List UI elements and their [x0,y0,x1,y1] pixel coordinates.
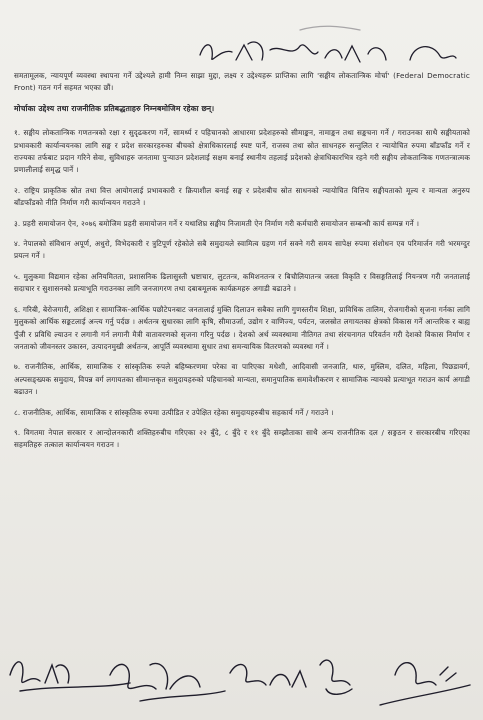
list-item: २. राष्ट्रिय प्राकृतिक स्रोत तथा वित्त आयोगलाई प्रभावकारी र क्रियाशील बनाई सङ्घ र प्रदेशबीच स्रोत साधनको न्यायोचित वित्तिय सङ्घीयताको मूल्य र मान्यता अनुरुप बाँडफाँडको नीति निर्माण गरी कार्यान्वयन गराउने । [14,185,470,208]
list-item: ७. राजनीतिक, आर्थिक, सामाजिक र सांस्कृतिक रुपले बहिष्करणमा परेका वा पारिएका मधेशी, आदिवासी जनजाति, थारु, मुस्लिम, दलित, महिला, पिछडावर्ग, अल्पसङ्ख्यक समुदाय, विपन्न वर्ग लगायतका सीमान्तकृत समुदायहरुको पहिचानको मान्यता, समानुपातिक समावेशीकरण र सामाजिक न्यायको प्रत्याभूत गराउन कार्य अगाडी बढाउन । [14,362,470,397]
list-item: ९. विगतमा नेपाल सरकार र आन्दोलनकारी शक्तिहरुबीच गरिएका २२ बुँदे, ८ बुँदे र ११ बुँदे सम्झौताका साथै अन्य राजनीतिक दल / सङ्गठन र सरकारबीच गरिएका सहमतिहरु तत्काल कार्यान्वयन गराउन । [14,427,470,450]
document-body [14,70,470,460]
section-heading: मोर्चाका उद्देश्य तथा राजनीतिक प्रतिबद्धताहरु निम्नबमोजिम रहेका छन्। [14,103,215,113]
top-signatures [0,0,483,70]
list-item: ६. गरिबी, बेरोजगारी, अशिक्षा र सामाजिक-आर्थिक पछौटेपनबाट जनतालाई मुक्ति दिलाउन सबैका लागि गुणस्तरीय शिक्षा, प्राविधिक तालिम, रोजगारीको सृजना गर्नका लागि मुलुकको आर्थिक सङ्कटलाई अन्त्य गर्नु पर्दछ । अर्थतन्त्र सुधारका लागि कृषि, सीमाउर्जा, उद्योग र वाणिज्य, पर्यटन, जलस्रोत लगायतका क्षेत्रको विकास गर्ने आन्तरिक र बाह्य पुँजी र प्रविधि ल्याउन र लगानी गर्न लगानी मैत्री वातावरणको सृजना गरिनु पर्दछ । देशको अर्थ व्यवस्थामा नीतिगत तथा संरचनागत परिवर्तन गरी देशको विकास निर्माण र जनताको जीवनस्तर उकास्न, उत्पादनमुखी अर्थतन्त्र, आपूर्ति व्यवस्थामा सुधार तथा समन्यायिक वितरणको व्यवस्था गर्ने । [14,304,471,351]
list-item: ८. राजनीतिक, आर्थिक, सामाजिक र सांस्कृतिक रुपमा उत्पीडित र उपेक्षित रहेका समुदायहरुबीच सहकार्य गर्ने / गराउने । [14,407,334,417]
list-item: १. सङ्घीय लोकतान्त्रिक गणतन्त्रको रक्षा र सुदृढकरण गर्ने, सामर्थ्य र पहिचानको आधारमा प्रदेशहरुको सीमाङ्कन, नामाङ्कन तथा सङ्कचना गर्ने / गराउनका साथै सङ्घीयताको प्रभावकारी कार्यान्वयनका लागि सङ्घ र प्रदेश सरकारहरुका बीचको क्षेत्राधिकारलाई स्पष्ट पार्ने, राजस्व तथा स्रोत साधनहरु सन्तुलित र न्यायोचित रुपमा बाँडफाँड गर्ने र राज्यका तर्फबाट प्रदान गरिने सेवा, सुविधाहरु जनतामा पुऱ्याउन प्रदेशलाई सक्षम बनाई स्थानीय तहलाई प्रदेशको क्षेत्राधिकारभित्र रहने गरी सङ्घीय लोकतान्त्रिक गणतन्त्रात्मक प्रणालीलाई समृद्ध पार्ने । [14,128,470,175]
bottom-signatures [0,645,483,720]
list-item: ४. नेपालको संविधान अपूर्ण, अधुरो, विभेदकारी र त्रुटिपूर्ण रहेकोले सबै समुदायले स्वामित्व ग्रहण गर्न सक्ने गरी समय सापेक्ष रुपमा संशोधन एव परिमार्जन गरी भरमग्दुर प्रयत्न गर्ने । [14,239,470,261]
list-item: ५. मुलुकमा विद्यमान रहेका अनियमितता, प्रशासनिक ढिलासुस्ती भ्रष्टाचार, लुटतन्त्र, कमिशनतन्त्र र बिचौलियातन्त्र जस्ता विकृति र विसङ्गतिलाई नियन्त्रण गरी जनतालाई सदाचार र सुशासनको प्रत्याभूति गराउनका लागि जनजागरण तथा दबाबमूलक कार्यक्रमहरु अगाडी बढाउने । [14,271,470,294]
intro-paragraph: समतामूलक, न्यायपूर्ण व्यवस्था स्थापना गर्ने उद्देश्यले हामी निम्न साझा मुद्दा, लक्ष्य र उद्देश्यहरू प्राप्तिका लागि 'सङ्घीय लोकतान्त्रिक मोर्चा' (Federal Democratic Front) गठन गर्न सहमत भएका छौं। [14,71,470,93]
list-item: ३. प्रहरी समायोजन ऐन, २०७६ बमोजिम प्रहरी समायोजन गर्ने र यथाशिघ्र सङ्घीय निजामती ऐन निर्माण गरी कर्मचारी समायोजन सम्बन्धी कार्य सम्पन्न गर्ने । [14,218,420,228]
